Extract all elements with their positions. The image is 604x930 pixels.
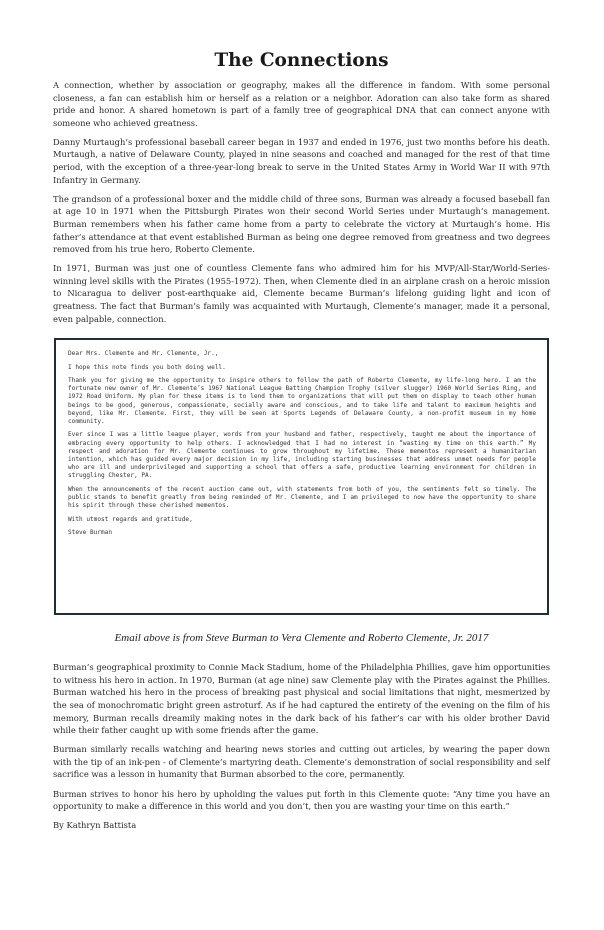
letter-paragraph: Ever since I was a little league player, words from your husband and father, respectively, taught me about the importance of embracing every opportunity to help others. I acknowledged that I had no interest in “wasting my time on this earth.” My respect and adoration for Mr. Clemente continues to grow throughout my lifetime. These mementos represent a humanitarian intention, which has guided every major decision in my life, including starting businesses that address unmet needs for people who are ill and underprivileged and supporting a school that offers a safe, productive learning environment for children in struggling Chester, PA.: [68, 431, 536, 480]
closing-paragraph: Burman’s geographical proximity to Connie Mack Stadium, home of the Philadelphia Phillies, gave him opportunities to witness his hero in action. In 1970, Burman (at age nine) saw Clemente play with the Pirates against the Phillies. Burman watched his hero in the process of breaking past physical and social limitations that night, mesmerized by the sea of monochromatic bright green astroturf. As if he had captured the entirety of the evening on the film of his memory, Burman recalls dreamily making notes in the dark back of his father’s car with his older brother David while their father caught up with some friends after the game.: [53, 662, 550, 736]
intro-paragraph: Danny Murtaugh’s professional baseball career began in 1937 and ended in 1976, just two months before his death. Murtaugh, a native of Delaware County, played in nine seasons and coached and managed for the rest of that time period, with the exception of a three-year-long break to serve in the United States Army in World War II with 97th Infantry in Germany.: [53, 136, 550, 185]
author-byline: By Kathryn Battista: [53, 820, 137, 831]
letter-paragraph: I hope this note finds you both doing well.: [68, 363, 226, 371]
letter-paragraph: Thank you for giving me the opportunity to inspire others to follow the path of Roberto Clemente, my life-long hero. I am the fortunate new owner of Mr. Clemente’s 1967 National League Batting Champion Trophy (silver slugger) 1960 World Series Ring, and 1972 Road Uniform. My plan for these items is to lend them to organizations that will put them on display to teach other human beings to be good, generous, compassionate, socially aware and conscious, and to take life and talent to maximum heights and beyond, like Mr. Clemente. First, they will be seen at Sports Legends of Delaware County, a non-profit museum in my home community.: [68, 376, 536, 425]
intro-paragraph: The grandson of a professional boxer and the middle child of three sons, Burman was already a focused baseball fan at age 10 in 1971 when the Pittsburgh Pirates won their second World Series under Murtaugh’s management. Burman remembers when his father came home from a party to celebrate the victory at Murtaugh’s home. His father’s attendance at that event established Burman as being one degree removed from greatness and two degrees removed from his true hero, Roberto Clemente.: [53, 193, 550, 255]
letter-closing: With utmost regards and gratitude,: [68, 515, 193, 523]
closing-paragraph: Burman similarly recalls watching and hearing news stories and cutting out articles, by wearing the paper down with the tip of an ink-pen - of Clemente’s martyring death. Clemente’s demonstration of social responsibility and self sacrifice was a lesson in humanity that Burman absorbed to the core, permanently.: [53, 744, 550, 780]
intro-section: [53, 79, 550, 325]
intro-paragraph: In 1971, Burman was just one of countless Clemente fans who admired him for his MVP/All-Star/World-Series-winning level skills with the Pirates (1955-1972). Then, when Clemente died in an airplane crash on a heroic mission to Nicaragua to deliver post-earthquake aid, Clemente became Burman’s lifelong guiding light and icon of greatness. The fact that Burman’s family was acquainted with Murtaugh, Clemente’s manager, made it a personal, even palpable, connection.: [53, 263, 550, 324]
letter-signature: Steve Burman: [68, 528, 113, 536]
letter-salutation: Dear Mrs. Clemente and Mr. Clemente, Jr.,: [68, 350, 219, 358]
page-title: The Connections: [214, 50, 389, 71]
email-letter-box: [54, 338, 549, 615]
closing-paragraph: Burman strives to honor his hero by upholding the values put forth in this Clemente quote: “Any time you have an opportunity to make a difference in this world and you don’t, then you are wasting your time on this earth.”: [53, 788, 550, 812]
closing-section: [53, 661, 550, 813]
intro-paragraph: A connection, whether by association or geography, makes all the difference in fandom. With some personal closeness, a fan can establish him or herself as a relation or a neighbor. Adoration can also take form as shared pride and honor. A shared hometown is part of a family tree of geographical DNA that can connect anyone with someone who achieved greatness.: [53, 80, 550, 128]
letter-caption: Email above is from Steve Burman to Vera Clemente and Roberto Clemente, Jr. 2017: [114, 632, 489, 645]
letter-paragraph: When the announcements of the recent auction came out, with statements from both of you, the sentiments felt so timely. The public stands to benefit greatly from being reminded of Mr. Clemente, and I am privileged to now have the opportunity to share his spirit through these cherished mementos.: [68, 485, 536, 510]
